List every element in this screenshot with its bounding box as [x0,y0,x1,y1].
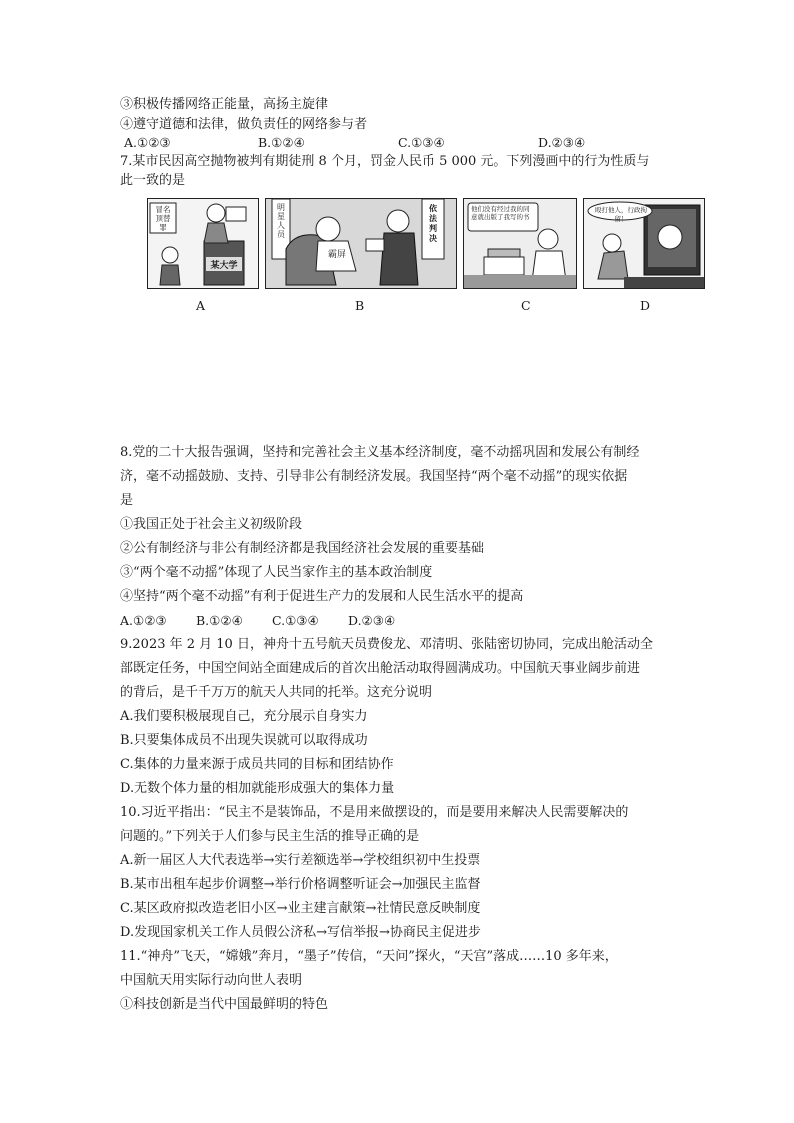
cartoon-panel-a [147,198,259,289]
prev-choice-b: B.①②④ [258,135,305,150]
q8-item-3: ③“两个毫不动摇”体现了人民当家作主的基本政治制度 [120,565,433,580]
cartoon-caption-a: A [196,298,206,313]
cartoon-caption-d: D [640,298,651,313]
prev-option-3: ③积极传播网络正能量，高扬主旋律 [120,97,329,112]
cartoon-panel-c [463,198,577,289]
q11-stem-line1: 11.“神舟”飞天，“嫦娥”奔月，“墨子”传信，“天问”探火，“天宫”落成……10 多年来， [120,949,618,964]
cartoon-panel-b [265,198,457,289]
cartoon-c-bubble: 他们没有经过我的同意就出版了我写的书 [471,205,530,221]
q11-stem-line2: 中国航天用实际行动向世人表明 [120,973,303,988]
cartoon-a-box-label: 某大学 [210,261,238,271]
q9-choice-a: A.我们要积极展现自己，充分展示自身实力 [120,709,368,724]
q10-choice-a: A.新一届区人大代表选举→实行差额选举→学校组织初中生投票 [120,853,481,868]
q11-item-1: ①科技创新是当代中国最鲜明的特色 [120,997,329,1012]
q7-stem-line1: 7.某市民因高空抛物被判有期徒刑 8 个月，罚金人民币 5 000 元。下列漫画中的行为性质与 [120,154,650,169]
q8-choice-d: D.②③④ [348,613,396,628]
q9-stem-line3: 的背后，是千千万万的航天人共同的托举。这充分说明 [120,685,433,700]
q8-choice-b: B.①②④ [196,613,243,628]
q8-item-2: ②公有制经济与非公有制经济都是我国经济社会发展的重要基础 [120,541,485,556]
q8-item-4: ④坚持“两个毫不动摇”有利于促进生产力的发展和人民生活水平的提高 [120,589,524,604]
prev-choice-c: C.①③④ [398,135,445,150]
q10-stem-line1: 10.习近平指出：“民主不是装饰品，不是用来做摆设的，而是要用来解决人民需要解决的 [120,805,629,820]
cartoon-panel-d [583,198,705,289]
prev-option-4: ④遵守道德和法律，做负责任的网络参与者 [120,117,368,132]
q8-stem-line3: 是 [120,493,134,508]
q9-choice-c: C.集体的力量来源于成员共同的目标和团结协作 [120,757,394,772]
q9-stem-line1: 9.2023 年 2 月 10 日，神舟十五号航天员费俊龙、邓清明、张陆密切协同，完成出舱活动全 [120,637,653,652]
q10-choice-b: B.某市出租车起步价调整→举行价格调整听证会→加强民主监督 [120,877,481,892]
q8-choices [120,613,395,628]
q7-stem-line2: 此一致的是 [120,173,186,188]
prev-choice-a: A.①②③ [124,135,171,150]
q9-choice-b: B.只要集体成员不出现失误就可以取得成功 [120,733,368,748]
cartoon-b-banner-right: 依法判决 [429,203,437,243]
q10-choice-c: C.某区政府拟改造老旧小区→业主建言献策→社情民意反映制度 [120,901,481,916]
q10-choice-d: D.发现国家机关工作人员假公济私→写信举报→协商民主促进步 [120,925,481,940]
cartoon-b-badge: 霸屏 [327,250,346,260]
cartoon-caption-c: C [521,298,531,313]
cartoon-caption-b: B [355,298,365,313]
q8-stem-line2: 济，毫不动摇鼓励、支持、引导非公有制经济发展。我国坚持“两个毫不动摇”的现实依据 [120,469,628,484]
cartoon-d-bubble: 殴打他人，行政拘留！ [595,206,647,223]
prev-choices [124,135,585,150]
q8-choice-a: A.①②③ [120,613,167,628]
q9-stem-line2: 部既定任务，中国空间站全面建成后的首次出舱活动取得圆满成功。中国航天事业阔步前进 [120,661,641,676]
q8-choice-c: C.①③④ [272,613,319,628]
prev-choice-d: D.②③④ [538,135,586,150]
cartoon-b-banner-left: 明星人员 [277,203,285,239]
cartoon-a-sign: 冒名顶替罪 [155,205,171,232]
q8-stem-line1: 8.党的二十大报告强调，坚持和完善社会主义基本经济制度，毫不动摇巩固和发展公有制经 [120,445,640,460]
q9-choice-d: D.无数个体力量的相加就能形成强大的集体力量 [120,781,395,796]
q10-stem-line2: 问题的。”下列关于人们参与民主生活的推导正确的是 [120,829,420,844]
q8-item-1: ①我国正处于社会主义初级阶段 [120,517,303,532]
